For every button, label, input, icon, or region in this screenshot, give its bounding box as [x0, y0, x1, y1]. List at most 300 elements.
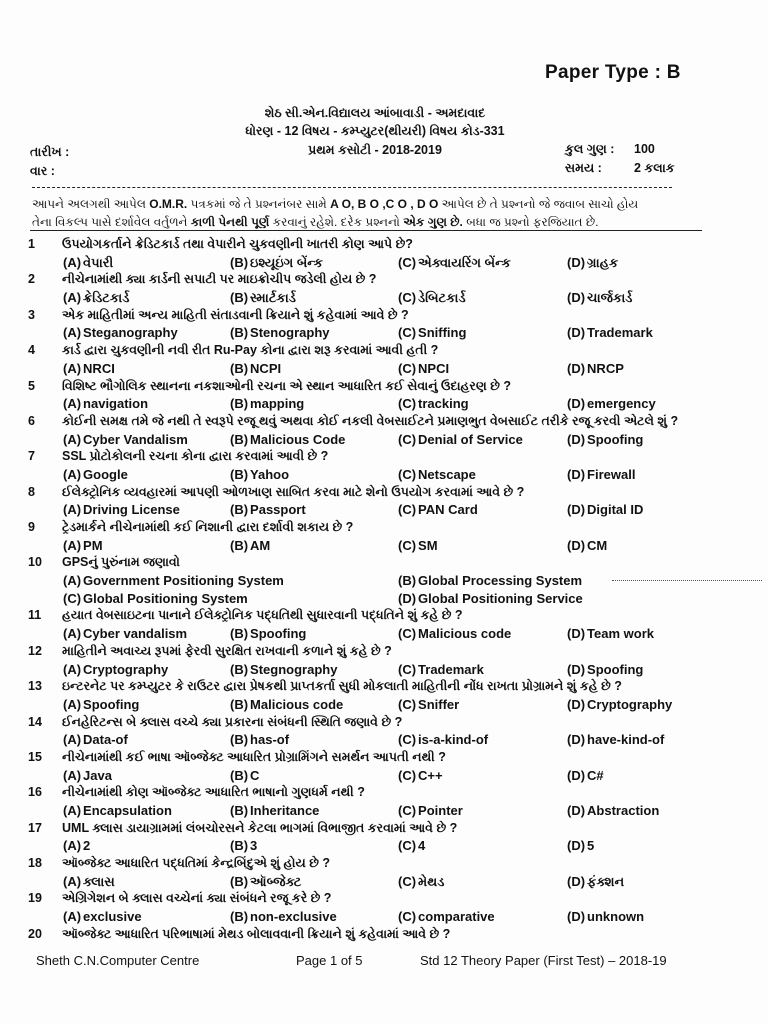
- answer-option: [63, 572, 284, 590]
- option-text: tracking: [418, 396, 469, 412]
- answer-option: [230, 873, 301, 891]
- question-line: [0, 413, 768, 431]
- option-text: 2: [83, 838, 91, 854]
- answer-option: [398, 661, 484, 679]
- option-text: Trademark: [418, 661, 484, 677]
- question-item: [0, 926, 768, 944]
- option-label: (A): [63, 502, 82, 518]
- option-label: (B): [230, 696, 249, 712]
- option-label: (A): [63, 254, 82, 270]
- option-text: 5: [587, 838, 595, 854]
- total-marks-value: 100: [634, 142, 655, 156]
- question-text: ઈનહેરિટન્સ બે ક્લાસ વચ્ચે ક્યા પ્રકારના સંબંધની સ્થિતિ જણાવે છે ?: [62, 714, 403, 729]
- option-label: (C): [398, 254, 417, 270]
- question-item: [0, 820, 768, 855]
- option-text: Google: [83, 466, 128, 482]
- options-row: [0, 360, 768, 378]
- option-label: (C): [398, 360, 417, 376]
- instruction-text: આપને અલગથી આપેલ: [32, 197, 150, 211]
- question-item: [0, 890, 768, 925]
- option-label: (D): [567, 838, 586, 854]
- option-label: (A): [63, 696, 82, 712]
- option-label: (D): [567, 431, 586, 447]
- option-label: (A): [63, 431, 82, 447]
- answer-option: [398, 324, 466, 342]
- question-number: 6: [28, 413, 35, 428]
- option-text: Data-of: [83, 732, 128, 748]
- standard-subject-line: ધોરણ - 12 વિષય - કમ્પ્યુટર(થીયરી) વિષય કોડ-331: [245, 124, 505, 138]
- option-label: (B): [230, 360, 249, 376]
- answer-option: [63, 590, 248, 608]
- option-label: (D): [567, 803, 586, 818]
- question-item: [0, 271, 768, 306]
- answer-option: [567, 837, 594, 855]
- option-label: (C): [398, 466, 417, 482]
- time-value: 2 કલાક: [634, 161, 675, 175]
- options-row: [0, 908, 768, 926]
- instruction-text: બધા જ પ્રશ્નો ફરજિયાત છે.: [462, 215, 599, 229]
- option-label: (C): [398, 661, 417, 677]
- answer-option: [230, 395, 304, 413]
- question-number: 17: [28, 820, 42, 835]
- option-label: (A): [63, 838, 82, 854]
- option-text: ક્લાસ: [83, 873, 115, 889]
- question-line: [0, 749, 768, 767]
- question-number: 7: [28, 449, 35, 464]
- option-text: have-kind-of: [587, 732, 665, 748]
- question-number: 8: [28, 484, 35, 499]
- question-text: હયાત વેબસાઇટના પાનાને ઈલેક્ટ્રોનિક પદ્ધતિથી સુધારવાની પદ્ધતિને શું કહે છે ?: [62, 608, 463, 623]
- answer-option: [398, 501, 478, 519]
- option-label: (B): [230, 626, 249, 642]
- options-row: [0, 289, 768, 307]
- instruction-text: A O, B O ,C O , D O: [330, 197, 439, 211]
- option-text: Inheritance: [250, 803, 320, 818]
- option-label: (A): [63, 732, 82, 748]
- option-label: (C): [398, 873, 417, 889]
- question-text: SSL પ્રોટોકોલની રચના કોના દ્વારા કરવામાં આવી છે ?: [62, 449, 329, 464]
- question-list: [0, 236, 768, 944]
- option-text: Encapsulation: [83, 803, 172, 818]
- question-text: નીચેનામાંથી ક્યા કાર્ડની સપાટી પર માઇક્રોચીપ જડેલી હોય છે ?: [62, 272, 377, 287]
- option-label: (D): [567, 732, 586, 748]
- option-label: (B): [230, 502, 249, 518]
- answer-option: [63, 254, 113, 272]
- question-item: [0, 607, 768, 642]
- option-text: Cyber Vandalism: [83, 431, 188, 447]
- question-text: ટ્રેડમાર્કને નીચેનામાંથી કઈ નિશાની દ્વારા દર્શાવી શકાય છે ?: [62, 520, 354, 534]
- question-number: 2: [28, 272, 35, 287]
- question-item: [0, 519, 768, 554]
- question-item: [0, 484, 768, 519]
- answer-option: [398, 908, 495, 926]
- question-number: 19: [28, 891, 42, 906]
- question-text: વિશિષ્ટ ભૌગોલિક સ્થાનના નકશાઓની રચના એ સ્થાન આધારિત કઈ સેવાનું ઉદાહરણ છે ?: [62, 378, 512, 393]
- option-text: Netscape: [418, 466, 476, 482]
- option-label: (A): [63, 466, 82, 482]
- option-label: (A): [63, 767, 82, 783]
- option-text: Sniffing: [418, 325, 467, 341]
- answer-option: [398, 466, 476, 484]
- answer-option: [230, 501, 306, 519]
- option-text: Spoofing: [250, 626, 307, 642]
- answer-option: [398, 289, 466, 307]
- option-label: (B): [230, 767, 249, 783]
- answer-option: [398, 590, 583, 608]
- footer-centre-name: Sheth C.N.Computer Centre: [36, 953, 200, 968]
- option-label: (B): [230, 803, 249, 818]
- question-text: એક માહિતીમાં અન્ય માહિતી સંતાડવાની ક્રિયાને શું કહેવામાં આવે છે ?: [62, 307, 409, 322]
- option-label: (D): [567, 360, 586, 376]
- option-label: (D): [567, 909, 586, 925]
- option-text: navigation: [83, 396, 149, 412]
- options-row: [0, 431, 768, 449]
- option-text: Denial of Service: [418, 431, 523, 447]
- question-number: 11: [28, 608, 42, 623]
- option-label: (D): [567, 767, 586, 783]
- answer-option: [398, 625, 511, 643]
- dashed-divider: [32, 187, 672, 188]
- option-label: (D): [567, 502, 586, 518]
- option-label: (B): [230, 537, 249, 553]
- question-item: [0, 378, 768, 413]
- instruction-text: આપેલ છે તે પ્રશ્નનો જે જવાબ સાચો હોય: [438, 197, 639, 211]
- answer-option: [567, 254, 618, 272]
- option-text: ઑબ્જેક્ટ: [250, 873, 302, 889]
- answer-option: [398, 837, 425, 855]
- question-item: [0, 714, 768, 749]
- option-text: Passport: [250, 502, 306, 518]
- option-text: Global Positioning System: [83, 590, 248, 606]
- question-item: [0, 855, 768, 890]
- answer-option: [567, 625, 654, 643]
- question-text: નીચેનામાંથી કઈ ભાષા ઑબ્જેક્ટ આધારિત પ્રોગ્રામિંગને સમર્થન આપતી નથી ?: [62, 749, 446, 764]
- option-text: CM: [587, 537, 608, 553]
- answer-option: [63, 466, 128, 484]
- answer-option: [230, 466, 289, 484]
- question-line: [0, 607, 768, 625]
- option-text: PM: [83, 537, 103, 553]
- question-text: ઑબ્જેક્ટ આધારિત પરિભાષામાં મેથડ બોલાવવાની ક્રિયાને શું કહેવામાં આવે છે ?: [62, 926, 451, 941]
- time-label: સમય :: [565, 161, 602, 175]
- question-number: 16: [28, 785, 42, 800]
- question-number: 18: [28, 856, 42, 871]
- question-number: 9: [28, 520, 35, 534]
- answer-option: [398, 431, 523, 449]
- option-text: એક્વાયરિંગ બેંન્ક: [418, 254, 511, 270]
- option-text: Abstraction: [587, 803, 660, 818]
- option-text: AM: [250, 537, 271, 553]
- option-label: (D): [567, 661, 586, 677]
- answer-option: [63, 324, 178, 342]
- option-label: (A): [63, 396, 82, 412]
- question-text: માહિતીને અવાચ્ય રૂપમાં ફેરવી સુરક્ષિત રાખવાની કળાને શું કહે છે ?: [62, 643, 392, 658]
- question-item: [0, 413, 768, 448]
- answer-option: [567, 466, 635, 484]
- option-label: (C): [398, 803, 417, 818]
- answer-option: [567, 501, 643, 519]
- option-text: emergency: [587, 396, 656, 412]
- option-text: 3: [250, 838, 258, 854]
- option-text: વેપારી: [83, 254, 114, 270]
- paper-type: Paper Type : B: [545, 62, 681, 83]
- question-item: [0, 749, 768, 784]
- options-row: [0, 324, 768, 342]
- option-label: (C): [63, 590, 82, 606]
- options-row: [0, 501, 768, 519]
- question-text: ઇન્ટરનેટ પર કમ્પ્યુટર કે રાઉટર દ્વારા પ્રેષકથી પ્રાપ્તકર્તા સુધી મોકલાતી માહિતીની નોંધ રાખતા પ્રોગ્રામને શું કહે છે ?: [62, 679, 622, 694]
- option-text: Pointer: [418, 803, 463, 818]
- option-label: (A): [63, 909, 82, 925]
- option-label: (B): [230, 466, 249, 482]
- question-number: 15: [28, 749, 42, 764]
- options-row: [0, 537, 768, 555]
- option-label: (C): [398, 626, 417, 642]
- answer-option: [63, 431, 188, 449]
- option-label: (A): [63, 573, 82, 589]
- option-text: Spoofing: [83, 696, 140, 712]
- option-text: Cryptography: [587, 696, 673, 712]
- question-text: ઑબ્જેક્ટ આધારિત પદ્ધતિમાં કેન્દ્રબિંદુએ શું હોય છે ?: [62, 856, 330, 871]
- option-label: (D): [567, 466, 586, 482]
- answer-option: [567, 324, 653, 342]
- question-number: 14: [28, 714, 42, 729]
- answer-option: [230, 625, 306, 643]
- answer-option: [63, 696, 139, 714]
- option-label: (A): [63, 661, 82, 677]
- options-row: [0, 590, 768, 608]
- answer-option: [63, 731, 128, 749]
- option-label: (C): [398, 431, 417, 447]
- option-label: (A): [63, 626, 82, 642]
- option-text: ડેબિટકાર્ડ: [418, 290, 466, 306]
- day-label: વાર :: [30, 164, 55, 178]
- question-number: 12: [28, 643, 42, 658]
- option-label: (A): [63, 360, 82, 376]
- answer-option: [230, 696, 343, 714]
- option-label: (C): [398, 537, 417, 553]
- instruction-text: તેના વિકલ્પ પાસે દર્શાવેલ વર્તુળને: [32, 215, 191, 229]
- option-label: (A): [63, 537, 82, 553]
- question-text: નીચેનામાંથી કોણ ઑબ્જેક્ટ આધારિત ભાષાનો ગુણધર્મ નથી ?: [62, 785, 365, 800]
- answer-option: [63, 537, 103, 555]
- question-line: [0, 307, 768, 325]
- options-row: [0, 696, 768, 714]
- option-text: Java: [83, 767, 112, 783]
- option-label: (C): [398, 502, 417, 518]
- question-number: 3: [28, 307, 35, 322]
- option-text: Cyber vandalism: [83, 626, 188, 642]
- scan-dotted-line: [612, 580, 762, 581]
- answer-option: [398, 802, 463, 820]
- options-row: [0, 625, 768, 643]
- option-text: comparative: [418, 909, 495, 925]
- instruction-line: [32, 195, 732, 213]
- options-row: [0, 466, 768, 484]
- question-line: [0, 855, 768, 873]
- option-label: (B): [230, 254, 249, 270]
- answer-option: [63, 395, 148, 413]
- question-number: 4: [28, 343, 35, 358]
- option-label: (A): [63, 803, 82, 818]
- answer-option: [63, 908, 142, 926]
- answer-option: [567, 360, 624, 378]
- school-name: શેઠ સી.એન.વિદ્યાલય આંબાવાડી - અમદાવાદ: [264, 106, 486, 120]
- option-text: Malicious code: [250, 696, 344, 712]
- answer-option: [567, 908, 644, 926]
- question-item: [0, 643, 768, 678]
- question-text: કોઈની સમક્ષ તમે જે નથી તે સ્વરૂપે રજૂ થવું અથવા કોઈ નકલી વેબસાઈટને પ્રમાણભુત વેબસાઈટ તરીકે રજૂ કરવી એટલે શું ?: [62, 413, 679, 428]
- question-line: [0, 714, 768, 732]
- options-row: [0, 837, 768, 855]
- answer-option: [63, 625, 187, 643]
- question-item: [0, 342, 768, 377]
- option-text: Government Positioning System: [83, 573, 284, 589]
- instruction-line: [32, 213, 732, 231]
- option-label: (D): [567, 696, 586, 712]
- option-text: ઇશ્યૂઇંગ બેંન્ક: [250, 254, 323, 270]
- option-label: (D): [567, 254, 586, 270]
- option-label: (B): [398, 573, 417, 589]
- question-text: ઉપયોગકર્તાને ક્રેડિટકાર્ડ તથા વેપારીને ચુકવણીની ખાતરી કોણ આપે છે?: [62, 237, 413, 251]
- question-line: [0, 271, 768, 289]
- option-text: Team work: [587, 626, 654, 642]
- option-label: (D): [567, 873, 586, 889]
- option-label: (D): [398, 590, 417, 606]
- options-row: [0, 767, 768, 785]
- question-item: [0, 448, 768, 483]
- answer-option: [230, 908, 337, 926]
- option-label: (B): [230, 325, 249, 341]
- answer-option: [398, 254, 511, 272]
- option-label: (C): [398, 325, 417, 341]
- option-text: NPCI: [418, 360, 450, 376]
- option-text: સ્માર્ટકાર્ડ: [250, 290, 296, 306]
- answer-option: [567, 395, 656, 413]
- option-text: મેથડ: [418, 873, 445, 889]
- question-line: [0, 554, 768, 572]
- options-row: [0, 802, 768, 820]
- options-row: [0, 731, 768, 749]
- instructions: [32, 195, 732, 231]
- option-label: (D): [567, 290, 586, 306]
- question-line: [0, 484, 768, 502]
- option-label: (C): [398, 732, 417, 748]
- option-text: C++: [418, 767, 443, 783]
- option-label: (A): [63, 325, 82, 341]
- footer-page-number: Page 1 of 5: [296, 953, 363, 968]
- option-text: ક્રેડિટકાર્ડ: [83, 290, 130, 306]
- question-item: [0, 236, 768, 271]
- option-text: Spoofing: [587, 431, 644, 447]
- instructions-divider: [30, 230, 702, 231]
- option-text: 4: [418, 838, 426, 854]
- answer-option: [398, 731, 488, 749]
- answer-option: [230, 661, 337, 679]
- option-text: Steganography: [83, 325, 178, 341]
- option-text: Digital ID: [587, 502, 644, 518]
- answer-option: [63, 767, 112, 785]
- question-line: [0, 378, 768, 396]
- answer-option: [567, 431, 643, 449]
- answer-option: [230, 324, 330, 342]
- answer-option: [398, 360, 449, 378]
- option-text: Stegnography: [250, 661, 338, 677]
- answer-option: [63, 802, 172, 820]
- option-label: (D): [567, 325, 586, 341]
- question-line: [0, 519, 768, 537]
- question-line: [0, 448, 768, 466]
- question-line: [0, 342, 768, 360]
- option-text: PAN Card: [418, 502, 478, 518]
- option-label: (C): [398, 767, 417, 783]
- option-text: Yahoo: [250, 466, 290, 482]
- answer-option: [567, 802, 659, 820]
- option-label: (A): [63, 290, 82, 306]
- answer-option: [63, 501, 180, 519]
- answer-option: [63, 837, 90, 855]
- answer-option: [63, 873, 115, 891]
- option-text: ચાર્જકાર્ડ: [587, 290, 633, 306]
- option-text: Cryptography: [83, 661, 169, 677]
- date-label: તારીખ :: [30, 145, 70, 159]
- option-text: C#: [587, 767, 604, 783]
- answer-option: [567, 289, 632, 307]
- option-text: NRCP: [587, 360, 624, 376]
- option-text: Trademark: [587, 325, 653, 341]
- question-number: 10: [28, 555, 42, 570]
- question-number: 13: [28, 679, 42, 694]
- instruction-text: કરવાનું રહેશે. દરેક પ્રશ્નનો: [269, 215, 404, 229]
- question-text: કાર્ડ દ્વારા ચુકવણીની નવી રીત Ru-Pay કોના દ્વારા શરૂ કરવામાં આવી હતી ?: [62, 343, 439, 358]
- option-text: non-exclusive: [250, 909, 337, 925]
- question-number: 1: [28, 237, 35, 251]
- option-text: has-of: [250, 732, 290, 748]
- option-label: (C): [398, 396, 417, 412]
- question-item: [0, 307, 768, 342]
- option-text: Malicious code: [418, 626, 512, 642]
- option-text: SM: [418, 537, 438, 553]
- option-label: (C): [398, 838, 417, 854]
- question-line: [0, 784, 768, 802]
- option-text: mapping: [250, 396, 305, 412]
- option-text: Global Positioning Service: [418, 590, 583, 606]
- answer-option: [230, 802, 319, 820]
- option-label: (B): [230, 732, 249, 748]
- option-label: (B): [230, 431, 249, 447]
- option-label: (C): [398, 909, 417, 925]
- answer-option: [230, 767, 259, 785]
- answer-option: [398, 395, 469, 413]
- answer-option: [398, 537, 438, 555]
- question-line: [0, 820, 768, 838]
- option-text: ગ્રાહક: [587, 254, 619, 270]
- options-row: [0, 873, 768, 891]
- option-label: (C): [398, 290, 417, 306]
- options-row: [0, 661, 768, 679]
- footer-paper-title: Std 12 Theory Paper (First Test) – 2018-19: [420, 953, 667, 968]
- answer-option: [63, 360, 115, 378]
- options-row: [0, 395, 768, 413]
- option-label: (D): [567, 537, 586, 553]
- question-line: [0, 643, 768, 661]
- question-line: [0, 678, 768, 696]
- option-text: is-a-kind-of: [418, 732, 489, 748]
- total-marks-label: કુલ ગુણ :: [565, 142, 615, 156]
- question-item: [0, 784, 768, 819]
- answer-option: [398, 873, 444, 891]
- option-label: (B): [230, 396, 249, 412]
